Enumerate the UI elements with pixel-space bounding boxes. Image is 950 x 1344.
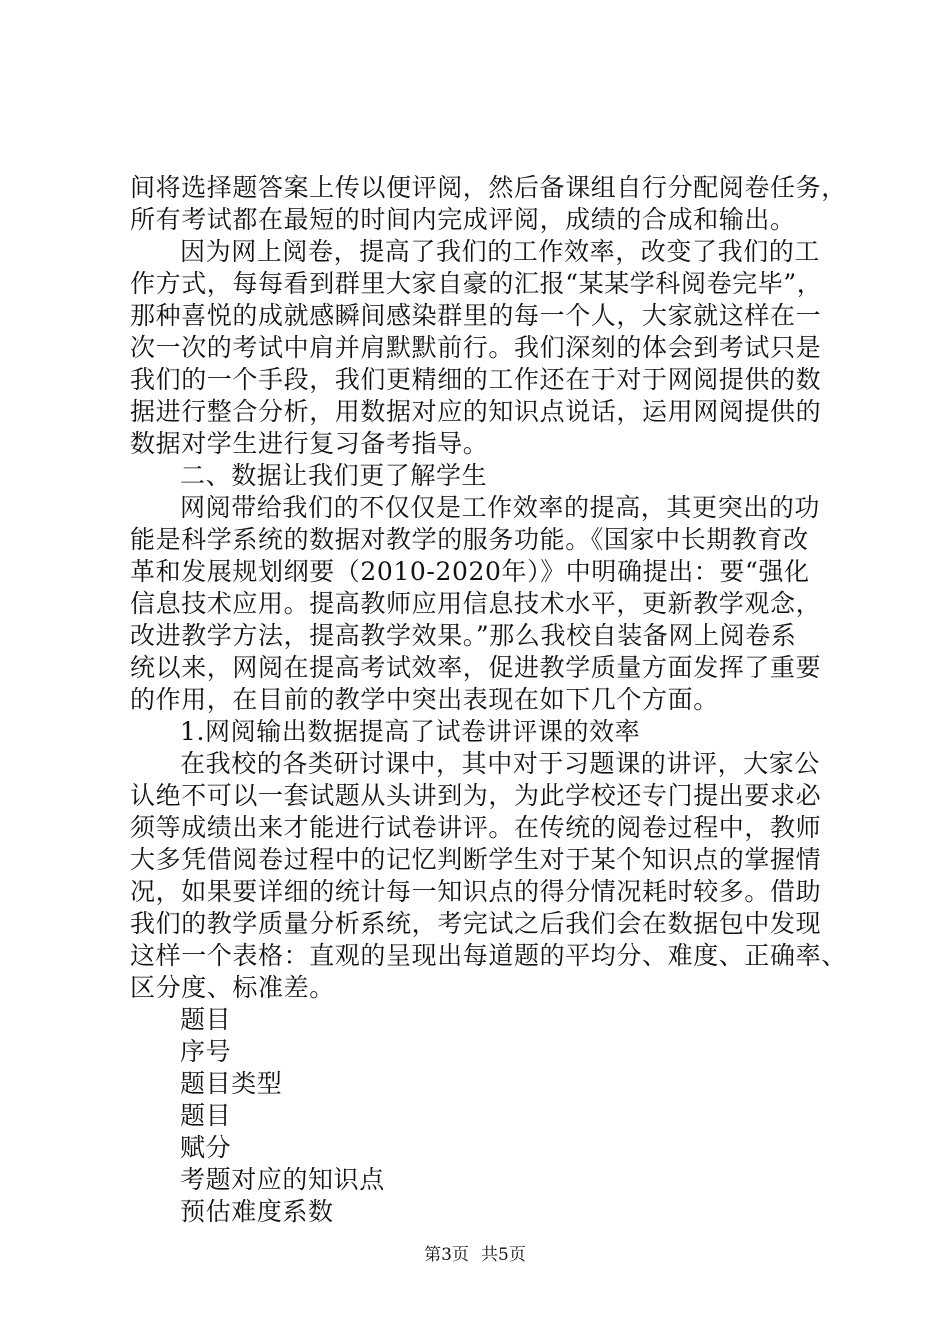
text-line: 的作用，在目前的教学中突出表现在如下几个方面。: [130, 685, 719, 714]
text-line: 统以来，网阅在提高考试效率，促进教学质量方面发挥了重要: [130, 653, 822, 682]
text-line: 网阅带给我们的不仅仅是工作效率的提高，其更突出的功: [180, 493, 821, 522]
body-text: [130, 172, 845, 1228]
text-line: 数据对学生进行复习备考指导。: [130, 429, 489, 458]
text-line: 况，如果要详细的统计每一知识点的得分情况耗时较多。借助: [130, 877, 822, 906]
text-line: 题目: [180, 1101, 232, 1130]
text-line: 考题对应的知识点: [180, 1165, 385, 1194]
text-line: 题目: [180, 1005, 232, 1034]
text-line: 那种喜悦的成就感瞬间感染群里的每一个人，大家就这样在一: [130, 301, 822, 330]
text-line: 这样一个表格：直观的呈现出每道题的平均分、难度、正确率、: [130, 941, 847, 970]
text-line: 我们的一个手段，我们更精细的工作还在于对于网阅提供的数: [130, 365, 822, 394]
page-total: 共5页: [481, 1245, 526, 1265]
text-line: 大多凭借阅卷过程中的记忆判断学生对于某个知识点的掌握情: [130, 845, 822, 874]
text-line: 1.网阅输出数据提高了试卷讲评课的效率: [180, 717, 641, 746]
text-line: 改进教学方法，提高教学效果。”那么我校自装备网上阅卷系: [130, 621, 797, 650]
text-line: 因为网上阅卷，提高了我们的工作效率，改变了我们的工: [180, 237, 821, 266]
text-line: 序号: [180, 1037, 232, 1066]
text-line: 我们的教学质量分析系统，考完试之后我们会在数据包中发现: [130, 909, 822, 938]
text-line: 据进行整合分析，用数据对应的知识点说话，运用网阅提供的: [130, 397, 822, 426]
text-line: 次一次的考试中肩并肩默默前行。我们深刻的体会到考试只是: [130, 333, 822, 362]
text-line: 革和发展规划纲要（2010-2020年）》中明确提出：要“强化: [130, 557, 810, 586]
page-footer: [0, 1244, 950, 1266]
text-line: 赋分: [180, 1133, 232, 1162]
text-line: 预估难度系数: [180, 1197, 334, 1226]
text-line: 须等成绩出来才能进行试卷讲评。在传统的阅卷过程中，教师: [130, 813, 822, 842]
text-line: 题目类型: [180, 1069, 283, 1098]
text-line: 认绝不可以一套试题从头讲到为，为此学校还专门提出要求必: [130, 781, 822, 810]
text-line: 能是科学系统的数据对教学的服务功能。《国家中长期教育改: [130, 525, 809, 554]
page-number: 第3页: [424, 1245, 469, 1265]
text-line: 信息技术应用。提高教师应用信息技术水平，更新教学观念，: [130, 589, 822, 618]
text-line: 在我校的各类研讨课中，其中对于习题课的讲评，大家公: [180, 749, 821, 778]
text-line: 作方式，每每看到群里大家自豪的汇报“某某学科阅卷完毕”，: [130, 269, 823, 298]
text-line: 所有考试都在最短的时间内完成评阅，成绩的合成和输出。: [130, 205, 796, 234]
text-line: 二、数据让我们更了解学生: [180, 461, 488, 490]
text-line: 区分度、标准差。: [130, 973, 335, 1002]
text-line: 间将选择题答案上传以便评阅，然后备课组自行分配阅卷任务，: [130, 173, 847, 202]
